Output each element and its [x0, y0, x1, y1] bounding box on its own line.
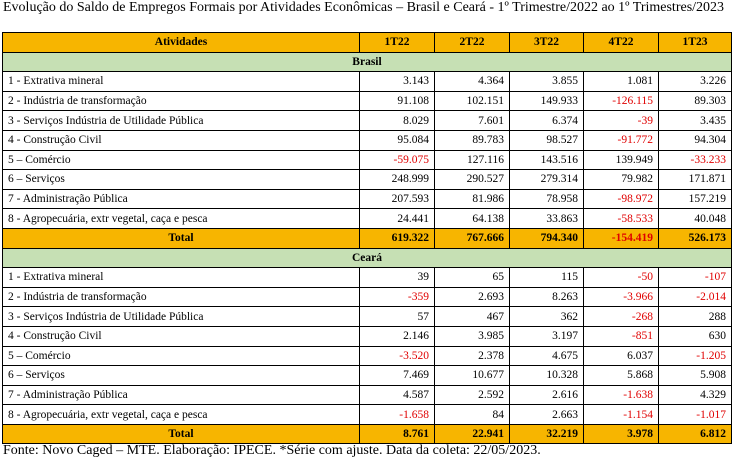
value-cell: 95.084 [360, 130, 435, 150]
value-cell: 4.587 [360, 385, 435, 405]
header-cell: 3T22 [510, 33, 584, 53]
value-cell: 2.378 [435, 346, 510, 366]
value-cell: 40.048 [659, 209, 732, 229]
value-cell: 65 [435, 268, 510, 288]
table-row [3, 366, 732, 386]
value-cell: 8.761 [360, 424, 435, 444]
value-cell: 467 [435, 307, 510, 327]
table-row [3, 307, 732, 327]
activity-label: 2 - Indústria de transformação [3, 287, 360, 307]
total-row [3, 424, 732, 444]
activity-label: 7 - Administração Pública [3, 189, 360, 209]
table-row [3, 268, 732, 288]
table-body [3, 33, 732, 444]
value-cell: -33.233 [659, 150, 732, 170]
value-cell: 288 [659, 307, 732, 327]
value-cell: -154.419 [584, 228, 659, 248]
activity-label: Total [3, 228, 360, 248]
value-cell: -91.772 [584, 130, 659, 150]
employment-table [2, 32, 732, 444]
value-cell: 1.081 [584, 72, 659, 92]
section-row [3, 248, 732, 268]
value-cell: -58.533 [584, 209, 659, 229]
value-cell: -107 [659, 268, 732, 288]
table-row [3, 209, 732, 229]
value-cell: 157.219 [659, 189, 732, 209]
activity-label: Total [3, 424, 360, 444]
activity-label: 6 – Serviços [3, 170, 360, 190]
value-cell: 4.329 [659, 385, 732, 405]
table-row [3, 150, 732, 170]
activity-label: 8 - Agropecuária, extr vegetal, caça e pesca [3, 209, 360, 229]
value-cell: 8.263 [510, 287, 584, 307]
value-cell: 794.340 [510, 228, 584, 248]
value-cell: 7.469 [360, 366, 435, 386]
value-cell: 3.855 [510, 72, 584, 92]
activity-label: 4 - Construção Civil [3, 130, 360, 150]
value-cell: -268 [584, 307, 659, 327]
value-cell: -1.017 [659, 405, 732, 425]
value-cell: -3.966 [584, 287, 659, 307]
value-cell: -851 [584, 326, 659, 346]
table-row [3, 346, 732, 366]
source-footer: Fonte: Novo Caged – MTE. Elaboração: IPECE. *Série com ajuste. Data da coleta: 22/05/2023. [3, 443, 541, 458]
table-row [3, 405, 732, 425]
value-cell: 630 [659, 326, 732, 346]
total-row [3, 228, 732, 248]
value-cell: 3.143 [360, 72, 435, 92]
value-cell: 139.949 [584, 150, 659, 170]
value-cell: 91.108 [360, 91, 435, 111]
value-cell: 24.441 [360, 209, 435, 229]
value-cell: 64.138 [435, 209, 510, 229]
table-row [3, 130, 732, 150]
value-cell: 8.029 [360, 111, 435, 131]
activity-label: 1 - Extrativa mineral [3, 268, 360, 288]
table-row [3, 91, 732, 111]
value-cell: 81.986 [435, 189, 510, 209]
value-cell: 3.978 [584, 424, 659, 444]
header-cell: Atividades [3, 33, 360, 53]
value-cell: 248.999 [360, 170, 435, 190]
activity-label: 6 – Serviços [3, 366, 360, 386]
value-cell: 4.364 [435, 72, 510, 92]
activity-label: 5 – Comércio [3, 150, 360, 170]
value-cell: 149.933 [510, 91, 584, 111]
value-cell: 33.863 [510, 209, 584, 229]
table-row [3, 326, 732, 346]
value-cell: -126.115 [584, 91, 659, 111]
activity-label: 3 - Serviços Indústria de Utilidade Pública [3, 307, 360, 327]
value-cell: 79.982 [584, 170, 659, 190]
value-cell: 22.941 [435, 424, 510, 444]
value-cell: 6.037 [584, 346, 659, 366]
value-cell: 84 [435, 405, 510, 425]
value-cell: 4.675 [510, 346, 584, 366]
value-cell: -98.972 [584, 189, 659, 209]
value-cell: 7.601 [435, 111, 510, 131]
value-cell: 2.592 [435, 385, 510, 405]
value-cell: 207.593 [360, 189, 435, 209]
value-cell: 2.146 [360, 326, 435, 346]
value-cell: -39 [584, 111, 659, 131]
header-cell: 1T23 [659, 33, 732, 53]
header-row [3, 33, 732, 53]
value-cell: 2.663 [510, 405, 584, 425]
activity-label: 5 – Comércio [3, 346, 360, 366]
table-row [3, 385, 732, 405]
value-cell: 10.328 [510, 366, 584, 386]
value-cell: 89.783 [435, 130, 510, 150]
value-cell: -50 [584, 268, 659, 288]
value-cell: 94.304 [659, 130, 732, 150]
value-cell: 6.812 [659, 424, 732, 444]
value-cell: 32.219 [510, 424, 584, 444]
value-cell: 78.958 [510, 189, 584, 209]
table-row [3, 287, 732, 307]
value-cell: 5.868 [584, 366, 659, 386]
section-row [3, 52, 732, 72]
table-title: Evolução do Saldo de Empregos Formais por Atividades Econômicas – Brasil e Ceará - 1º Trimestre/2022 ao 1º Trimestres/2023 [3, 0, 725, 15]
section-title: Ceará [3, 248, 732, 268]
header-cell: 1T22 [360, 33, 435, 53]
value-cell: 115 [510, 268, 584, 288]
activity-label: 7 - Administração Pública [3, 385, 360, 405]
value-cell: -1.658 [360, 405, 435, 425]
header-cell: 4T22 [584, 33, 659, 53]
value-cell: -359 [360, 287, 435, 307]
value-cell: 102.151 [435, 91, 510, 111]
value-cell: 3.226 [659, 72, 732, 92]
value-cell: -1.638 [584, 385, 659, 405]
header-cell: 2T22 [435, 33, 510, 53]
table-row [3, 170, 732, 190]
value-cell: 10.677 [435, 366, 510, 386]
value-cell: 57 [360, 307, 435, 327]
value-cell: 362 [510, 307, 584, 327]
value-cell: 127.116 [435, 150, 510, 170]
value-cell: 526.173 [659, 228, 732, 248]
value-cell: 619.322 [360, 228, 435, 248]
value-cell: -2.014 [659, 287, 732, 307]
section-title: Brasil [3, 52, 732, 72]
activity-label: 8 - Agropecuária, extr vegetal, caça e pesca [3, 405, 360, 425]
table-row [3, 111, 732, 131]
value-cell: 143.516 [510, 150, 584, 170]
value-cell: 3.435 [659, 111, 732, 131]
value-cell: 6.374 [510, 111, 584, 131]
value-cell: 98.527 [510, 130, 584, 150]
table-row [3, 189, 732, 209]
value-cell: -1.205 [659, 346, 732, 366]
value-cell: -3.520 [360, 346, 435, 366]
value-cell: 39 [360, 268, 435, 288]
activity-label: 3 - Serviços Indústria de Utilidade Pública [3, 111, 360, 131]
activity-label: 2 - Indústria de transformação [3, 91, 360, 111]
value-cell: 3.197 [510, 326, 584, 346]
value-cell: 3.985 [435, 326, 510, 346]
value-cell: 290.527 [435, 170, 510, 190]
activity-label: 4 - Construção Civil [3, 326, 360, 346]
value-cell: 279.314 [510, 170, 584, 190]
value-cell: 767.666 [435, 228, 510, 248]
value-cell: 89.303 [659, 91, 732, 111]
value-cell: 2.693 [435, 287, 510, 307]
value-cell: 5.908 [659, 366, 732, 386]
value-cell: 171.871 [659, 170, 732, 190]
value-cell: -1.154 [584, 405, 659, 425]
value-cell: -59.075 [360, 150, 435, 170]
activity-label: 1 - Extrativa mineral [3, 72, 360, 92]
value-cell: 2.616 [510, 385, 584, 405]
table-row [3, 72, 732, 92]
